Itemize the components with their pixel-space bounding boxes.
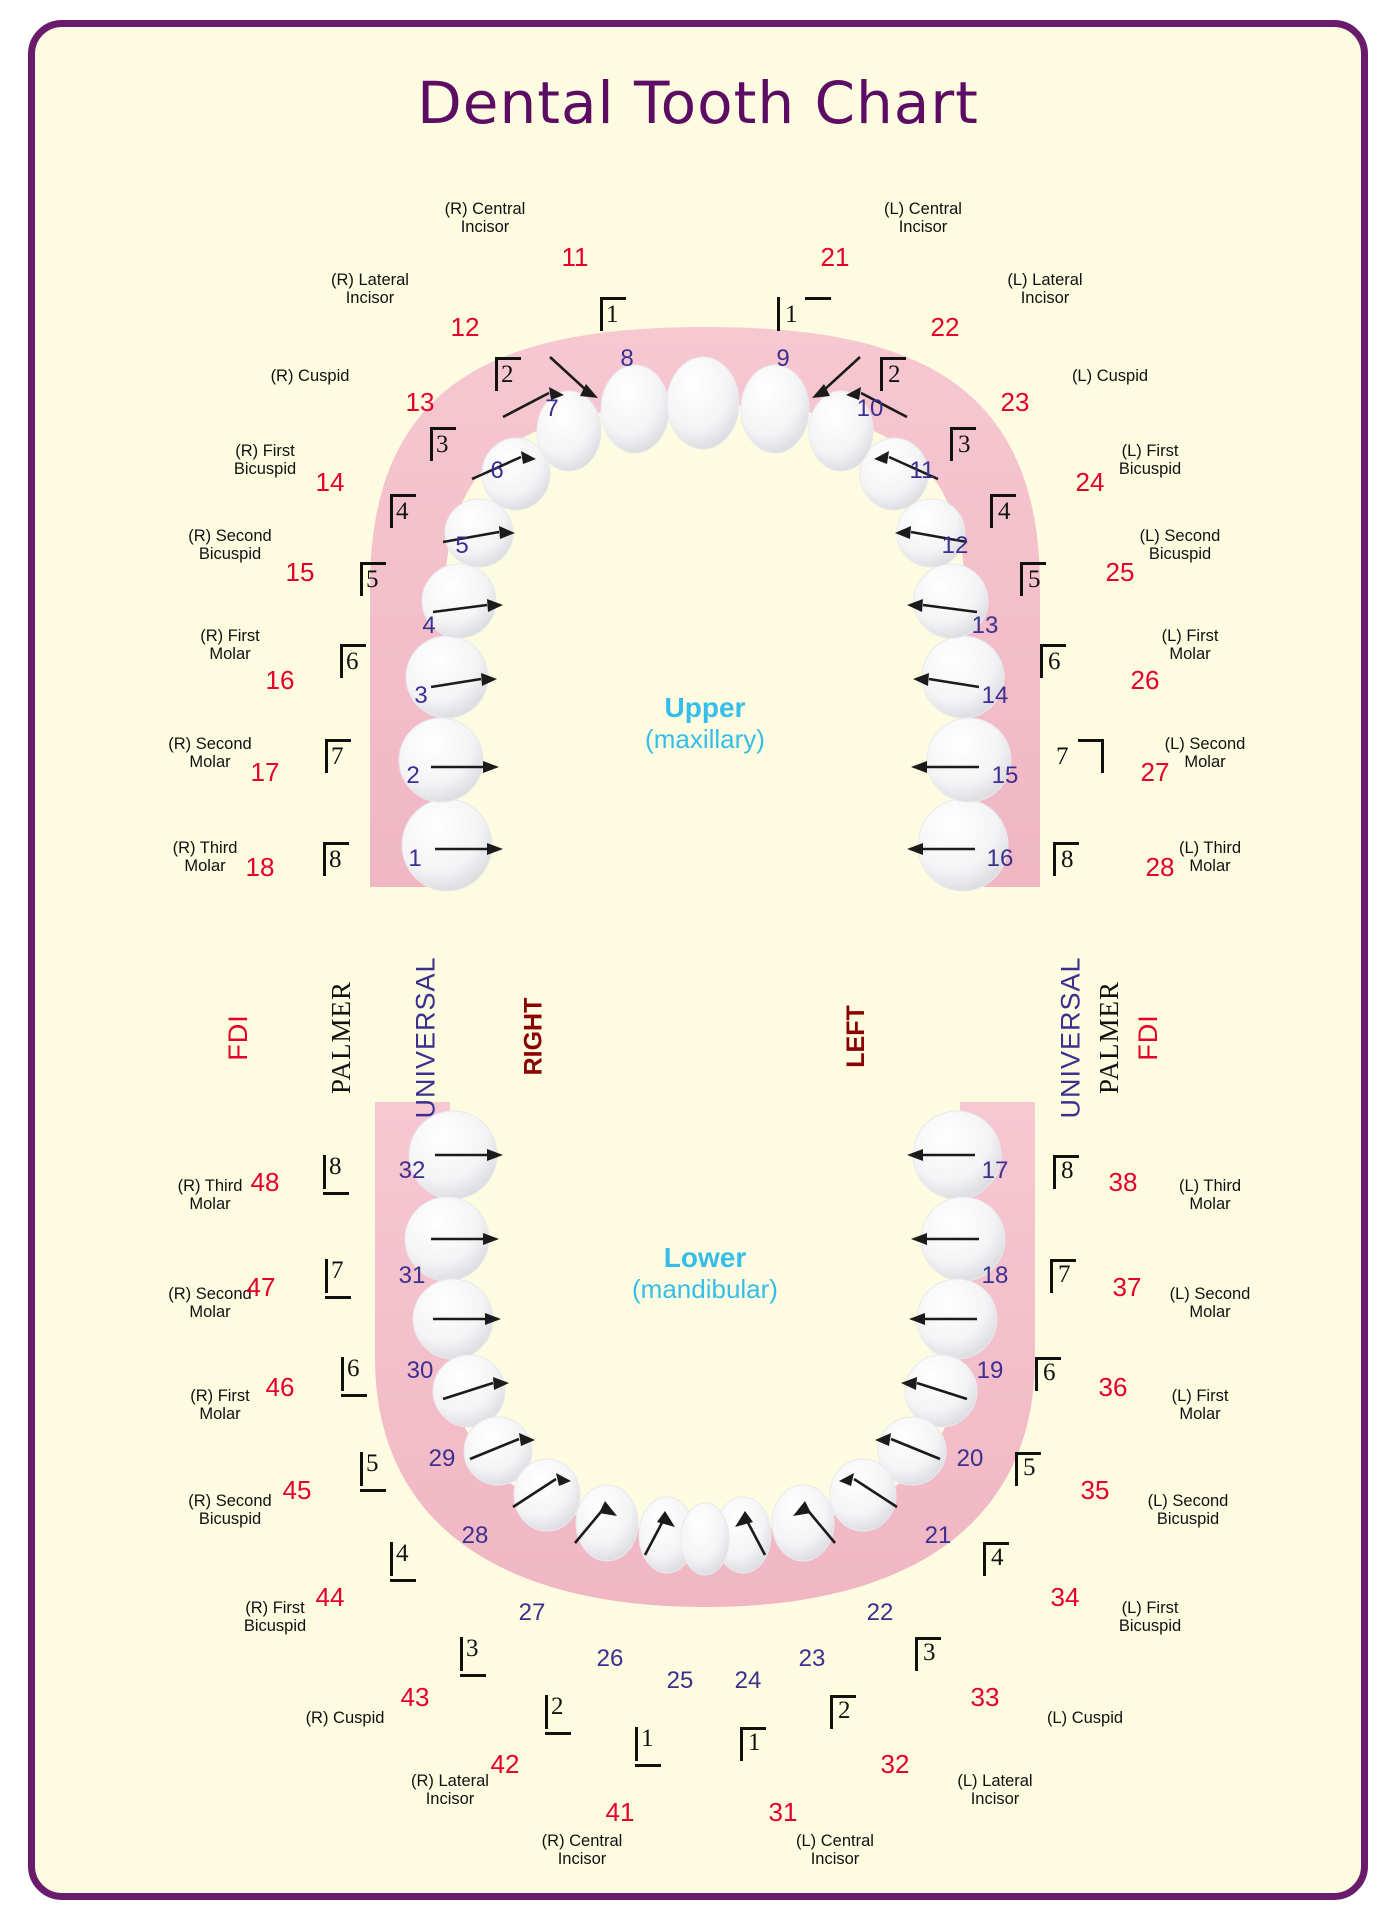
universal-ll3: 19: [976, 1357, 1004, 1384]
universal-ul6: 14: [981, 682, 1009, 709]
scale-label-fdi-right: FDI: [222, 1014, 253, 1061]
universal-ur1: 8: [620, 345, 634, 372]
scale-label-palmer-left: PALMER: [1094, 980, 1125, 1095]
fdi-ul6: 26: [1130, 665, 1160, 695]
tooth-name-ul6: (L) First Molar: [1161, 627, 1219, 664]
palmer-lr4: 5: [360, 1452, 414, 1492]
fdi-lr6: 43: [400, 1682, 430, 1712]
fdi-ll2: 37: [1112, 1272, 1142, 1302]
palmer-ur3: 3: [430, 427, 484, 467]
fdi-ur4: 14: [315, 467, 345, 497]
palmer-ur1: 1: [600, 297, 654, 337]
universal-ll8: 24: [734, 1667, 762, 1694]
fdi-ll7: 32: [880, 1749, 910, 1779]
fdi-ul8: 28: [1145, 852, 1175, 882]
fdi-ul3: 23: [1000, 387, 1030, 417]
tooth-name-ul1: (L) Central Incisor: [884, 200, 962, 237]
palmer-ur5: 5: [360, 562, 414, 602]
universal-ur5: 4: [422, 612, 436, 639]
tooth-name-lr6: (R) Cuspid: [305, 1709, 385, 1727]
palmer-ur6: 6: [340, 644, 394, 684]
palmer-ll8: 1: [740, 1727, 794, 1767]
palmer-ul2: 2: [880, 357, 934, 397]
palmer-ll5: 4: [983, 1542, 1037, 1582]
universal-ul4: 12: [941, 532, 969, 559]
palmer-ul8: 8: [1053, 842, 1107, 882]
palmer-ll7: 2: [830, 1695, 884, 1735]
tooth-name-ur2: (R) Lateral Incisor: [331, 271, 409, 308]
fdi-lr8: 41: [605, 1797, 635, 1827]
fdi-lr4: 45: [282, 1475, 312, 1505]
fdi-ur2: 12: [450, 312, 480, 342]
tooth-name-ul7: (L) Second Molar: [1164, 735, 1246, 772]
universal-ul7: 15: [991, 762, 1019, 789]
tooth-name-ur6: (R) First Molar: [200, 627, 260, 664]
palmer-ul1: 1: [777, 297, 831, 337]
tooth-name-lr5: (R) First Bicuspid: [243, 1599, 307, 1636]
page-title: Dental Tooth Chart: [417, 69, 979, 137]
palmer-ul3: 3: [950, 427, 1004, 467]
universal-ul3: 11: [909, 457, 935, 484]
palmer-ll1: 8: [1053, 1155, 1107, 1195]
palmer-ur2: 2: [495, 357, 549, 397]
universal-lr5: 28: [461, 1522, 489, 1549]
universal-lr6: 27: [518, 1599, 546, 1626]
tooth-name-ll6: (L) Cuspid: [1046, 1709, 1124, 1727]
universal-ur8: 1: [408, 845, 422, 872]
fdi-lr5: 44: [315, 1582, 345, 1612]
tooth-name-ul5: (L) Second Bicuspid: [1139, 527, 1221, 564]
universal-lr1: 32: [398, 1157, 426, 1184]
tooth-name-ll2: (L) Second Molar: [1169, 1285, 1251, 1322]
universal-ul5: 13: [971, 612, 999, 639]
fdi-ul5: 25: [1105, 557, 1135, 587]
tooth-name-ll1: (L) Third Molar: [1178, 1177, 1242, 1214]
dental-tooth-chart: [28, 20, 1368, 1900]
tooth-name-lr2: (R) Second Molar: [168, 1285, 252, 1322]
palmer-ul6: 6: [1040, 644, 1094, 684]
palmer-lr5: 4: [390, 1542, 444, 1582]
universal-lr2: 31: [398, 1262, 426, 1289]
tooth-name-ll8: (L) Central Incisor: [796, 1832, 874, 1869]
tooth-name-ur7: (R) Second Molar: [168, 735, 252, 772]
universal-ur6: 3: [414, 682, 428, 709]
tooth-name-ul8: (L) Third Molar: [1178, 839, 1242, 876]
palmer-ul7: 7: [1050, 739, 1104, 779]
tooth-name-ur8: (R) Third Molar: [172, 839, 238, 876]
fdi-ll6: 33: [970, 1682, 1000, 1712]
lower-arch-label: [575, 1242, 835, 1305]
upper-central-incisors: [667, 357, 739, 449]
scale-label-palmer-right: PALMER: [326, 980, 357, 1095]
tooth-name-ll5: (L) First Bicuspid: [1118, 1599, 1182, 1636]
side-label-right: RIGHT: [519, 997, 548, 1076]
universal-ll1: 17: [981, 1157, 1009, 1184]
fdi-ll4: 35: [1080, 1475, 1110, 1505]
tooth-name-ur4: (R) First Bicuspid: [233, 442, 297, 479]
palmer-ll2: 7: [1050, 1259, 1104, 1299]
palmer-ll4: 5: [1015, 1452, 1069, 1492]
fdi-ur5: 15: [285, 557, 315, 587]
palmer-ur4: 4: [390, 494, 444, 534]
palmer-lr3: 6: [341, 1357, 395, 1397]
fdi-lr7: 42: [490, 1749, 520, 1779]
fdi-lr1: 48: [250, 1167, 280, 1197]
fdi-lr3: 46: [265, 1372, 295, 1402]
scale-label-universal-right: UNIVERSAL: [410, 956, 441, 1119]
lower-arch-line2: (mandibular): [632, 1274, 778, 1304]
lower-arch-line1: Lower: [663, 1242, 747, 1273]
tooth-name-ll4: (L) Second Bicuspid: [1147, 1492, 1229, 1529]
tooth-name-lr8: (R) Central Incisor: [541, 1832, 623, 1869]
fdi-ul1: 21: [820, 242, 850, 272]
universal-lr7: 26: [596, 1645, 624, 1672]
universal-ur2: 7: [545, 395, 559, 422]
universal-ur4: 5: [455, 532, 469, 559]
universal-ll5: 21: [924, 1522, 952, 1549]
universal-ll6: 22: [866, 1599, 894, 1626]
fdi-ur6: 16: [265, 665, 295, 695]
tooth-name-ll3: (L) First Molar: [1171, 1387, 1229, 1424]
universal-ul1: 9: [776, 345, 790, 372]
fdi-ur8: 18: [245, 852, 275, 882]
fdi-ur3: 13: [405, 387, 435, 417]
universal-ur3: 6: [490, 457, 504, 484]
universal-lr3: 30: [406, 1357, 434, 1384]
scale-label-fdi-left: FDI: [1132, 1014, 1163, 1061]
palmer-lr7: 2: [545, 1695, 599, 1735]
fdi-ll1: 38: [1108, 1167, 1138, 1197]
universal-ll2: 18: [981, 1262, 1009, 1289]
palmer-lr6: 3: [460, 1637, 514, 1677]
fdi-ll8: 31: [768, 1797, 798, 1827]
tooth-name-ul4: (L) First Bicuspid: [1118, 442, 1182, 479]
palmer-ll3: 6: [1035, 1357, 1089, 1397]
palmer-lr2: 7: [325, 1259, 379, 1299]
fdi-ll5: 34: [1050, 1582, 1080, 1612]
universal-lr8: 25: [666, 1667, 694, 1694]
tooth-name-lr7: (R) Lateral Incisor: [411, 1772, 489, 1809]
palmer-ll6: 3: [915, 1637, 969, 1677]
tooth-name-lr4: (R) Second Bicuspid: [188, 1492, 272, 1529]
palmer-ur8: 8: [323, 842, 377, 882]
fdi-ur1: 11: [561, 242, 589, 272]
palmer-lr8: 1: [635, 1727, 689, 1767]
fdi-ul4: 24: [1075, 467, 1105, 497]
palmer-ul5: 5: [1020, 562, 1074, 602]
fdi-ul7: 27: [1140, 757, 1170, 787]
universal-ur7: 2: [406, 762, 420, 789]
upper-arch-line1: Upper: [664, 692, 746, 723]
tooth-name-ur3: (R) Cuspid: [270, 367, 350, 385]
side-label-left: LEFT: [841, 1005, 870, 1068]
fdi-ur7: 17: [250, 757, 280, 787]
universal-ul8: 16: [986, 845, 1014, 872]
tooth-name-ll7: (L) Lateral Incisor: [957, 1772, 1033, 1809]
universal-lr4: 29: [428, 1445, 456, 1472]
fdi-lr2: 47: [246, 1272, 276, 1302]
tooth-name-ur5: (R) Second Bicuspid: [188, 527, 272, 564]
palmer-ul4: 4: [990, 494, 1044, 534]
universal-ll4: 20: [956, 1445, 984, 1472]
tooth-name-lr1: (R) Third Molar: [177, 1177, 243, 1214]
palmer-ur7: 7: [325, 739, 379, 779]
tooth-name-ul2: (L) Lateral Incisor: [1007, 271, 1083, 308]
tooth-name-lr3: (R) First Molar: [190, 1387, 250, 1424]
fdi-ul2: 22: [930, 312, 960, 342]
upper-arch-label: [575, 692, 835, 755]
fdi-ll3: 36: [1098, 1372, 1128, 1402]
universal-ul2: 10: [856, 395, 884, 422]
scale-label-universal-left: UNIVERSAL: [1055, 956, 1086, 1119]
palmer-lr1: 8: [323, 1155, 377, 1195]
upper-arch-line2: (maxillary): [645, 724, 765, 754]
universal-ll7: 23: [798, 1645, 826, 1672]
lower-central-incisors: [681, 1503, 729, 1575]
tooth-name-ul3: (L) Cuspid: [1071, 367, 1149, 385]
tooth-name-ur1: (R) Central Incisor: [444, 200, 526, 237]
